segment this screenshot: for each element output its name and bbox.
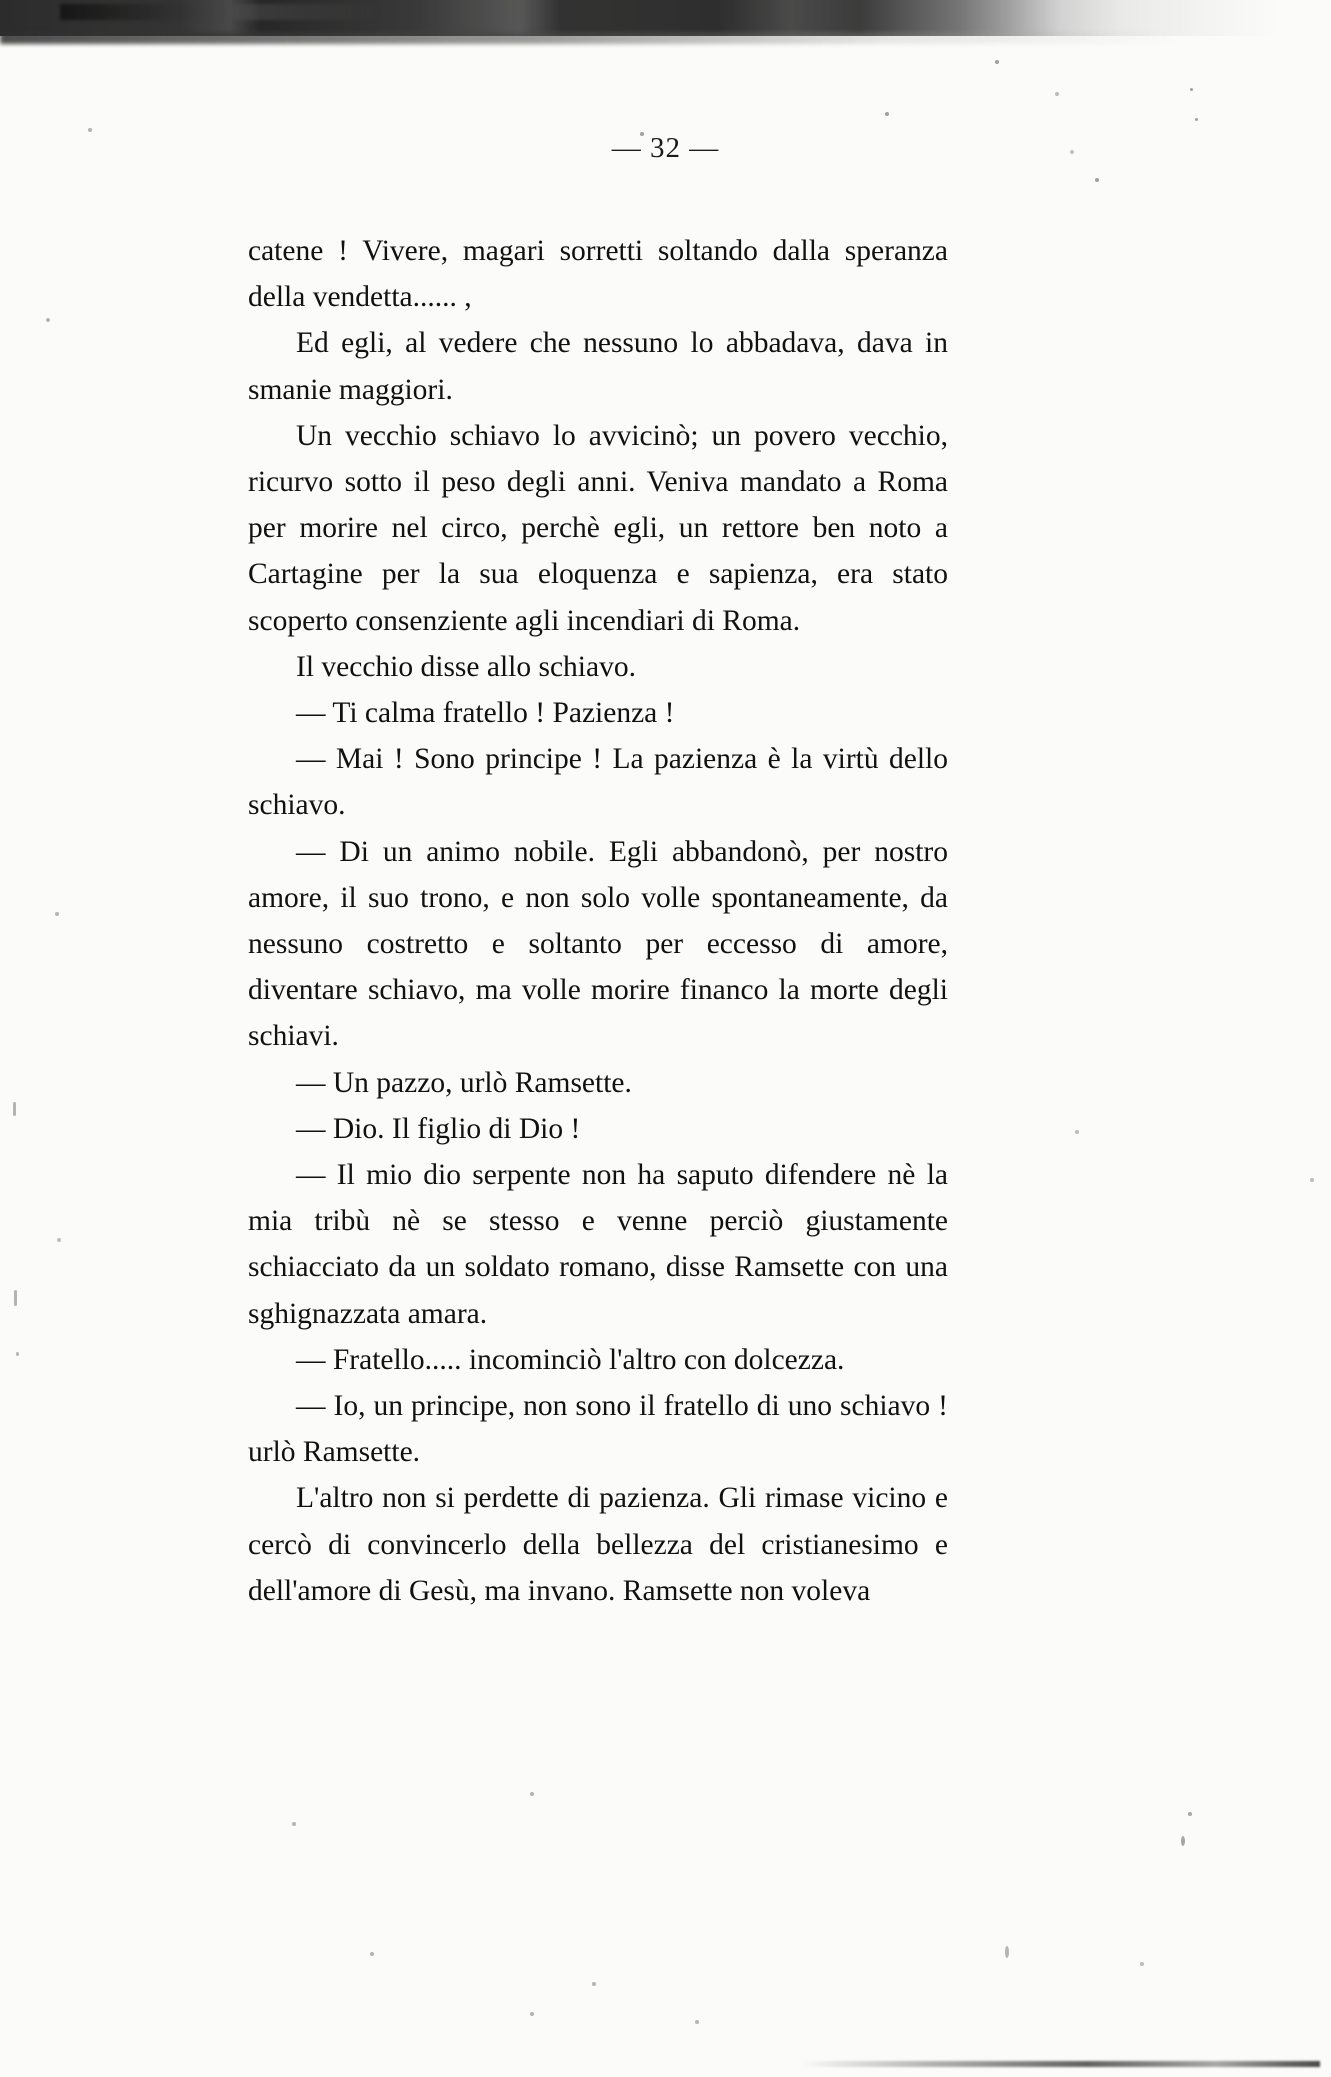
paragraph: L'altro non si perdette di pazienza. Gli rimase vicino e cercò di convincerlo della bellezza del cristianesimo e dell'amore di Gesù, ma invano. Ramsette non voleva [248, 1482, 948, 1607]
paragraph: — Fratello..... incominciò l'altro con dolcezza. [296, 1343, 845, 1376]
page-number: — 32 — [611, 132, 720, 164]
paragraph: — Io, un principe, non sono il fratello di uno schiavo ! urlò Ramsette. [248, 1390, 948, 1469]
body-text [248, 228, 948, 1614]
paragraph: Il vecchio disse allo schiavo. [296, 650, 636, 683]
paragraph: Ed egli, al vedere che nessuno lo abbadava, dava in smanie maggiori. [248, 327, 948, 406]
paragraph: — Ti calma fratello ! Pazienza ! [296, 697, 675, 730]
paragraph: — Un pazzo, urlò Ramsette. [296, 1066, 632, 1099]
paragraph: — Mai ! Sono principe ! La pazienza è la virtù dello schiavo. [248, 743, 948, 822]
paragraph: — Dio. Il figlio di Dio ! [296, 1112, 581, 1145]
paragraph: Un vecchio schiavo lo avvicinò; un povero vecchio, ricurvo sotto il peso degli anni. Veniva mandato a Roma per morire nel circo, perchè egli, un rettore ben noto a Cartagine per la sua eloquenza e sapienza, era stato scoperto consenziente agli incendiari di Roma. [248, 419, 948, 637]
paragraph: — Il mio dio serpente non ha saputo difendere nè la mia tribù nè se stesso e venne perciò giustamente schiacciato da un soldato romano, disse Ramsette con una sghignazzata amara. [248, 1159, 948, 1330]
paragraph: catene ! Vivere, magari sorretti soltando dalla speranza della vendetta...... , [248, 235, 948, 314]
paragraph: — Di un animo nobile. Egli abbandonò, per nostro amore, il suo trono, e non solo volle spontaneamente, da nessuno costretto e soltanto per eccesso di amore, diventare schiavo, ma volle morire financo la morte degli schiavi. [248, 835, 948, 1053]
